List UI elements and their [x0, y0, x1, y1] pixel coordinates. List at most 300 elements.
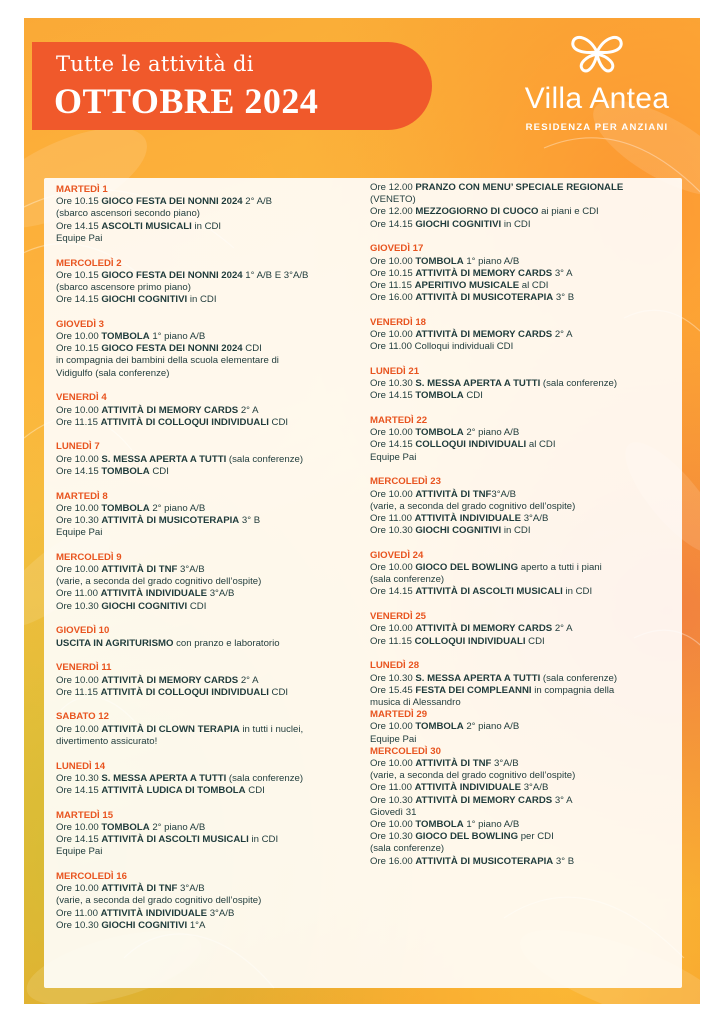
- activity-text: Ore 11.00 Colloqui individuali CDI: [370, 341, 514, 353]
- day-block: [56, 258, 356, 307]
- day-block: [370, 317, 675, 354]
- activity-line: [56, 355, 356, 367]
- activity-name: ATTIVITÀ DI MEMORY CARDS: [415, 329, 553, 341]
- activity-name: TOMBOLA: [415, 721, 464, 733]
- day-block: [56, 761, 356, 798]
- activity-detail: 3°A/B: [521, 512, 549, 524]
- activity-text: Ore 10.30: [56, 600, 102, 612]
- activity-text: Ore 10.30: [370, 525, 416, 537]
- activity-text: Ore 10.00: [370, 562, 416, 574]
- activity-name: GIOCHI COGNITIVI: [101, 294, 188, 306]
- activity-name: ATTIVITÀ INDIVIDUALE: [414, 512, 522, 524]
- activity-text: Equipe Pai: [56, 527, 103, 539]
- activity-detail: CDI: [268, 416, 289, 428]
- activity-text: (varie, a seconda del grado cognitivo dell’ospite): [370, 500, 576, 512]
- activity-detail: CDI: [187, 600, 207, 612]
- activity-detail: 3° B: [553, 855, 575, 867]
- activity-name: COLLOQUI INDIVIDUALI: [415, 439, 527, 451]
- activity-line: [370, 206, 675, 218]
- activity-line: [56, 601, 356, 613]
- activity-line: [56, 343, 356, 355]
- activity-detail: 2° piano A/B: [463, 721, 520, 733]
- activity-detail: 3°A/B: [491, 488, 517, 500]
- activity-name: ATTIVITÀ DI COLLOQUI INDIVIDUALI: [100, 416, 269, 428]
- activity-text: Ore 11.00: [56, 588, 101, 600]
- activity-name: ATTIVITÀ DI MEMORY CARDS: [415, 623, 553, 635]
- activity-detail: CDI: [463, 390, 483, 402]
- activity-line: [370, 673, 675, 685]
- activity-line: [370, 427, 675, 439]
- activity-line: [56, 221, 356, 233]
- activity-line: [56, 588, 356, 600]
- butterfly-icon: [567, 30, 627, 76]
- logo-subtitle: RESIDENZA PER ANZIANI: [525, 122, 669, 133]
- activity-name: ATTIVITÀ DI MUSICOTERAPIA: [415, 855, 554, 867]
- day-block: [56, 552, 356, 613]
- activity-text: Ore 11.15: [56, 416, 101, 428]
- activity-detail: 1° piano A/B: [463, 255, 520, 267]
- day-block: [370, 476, 675, 537]
- activity-detail: in CDI: [562, 586, 593, 598]
- activity-line: [370, 685, 675, 697]
- activity-detail: 2° A/B: [242, 196, 273, 208]
- activity-line: [370, 562, 675, 574]
- day-title: GIOVEDÌ 17: [370, 243, 424, 255]
- day-title: MERCOLEDÌ 23: [370, 476, 441, 488]
- activity-text: Ore 14.15: [370, 586, 416, 598]
- activity-text: Ore 10.30: [370, 794, 416, 806]
- day-block: [370, 611, 675, 648]
- activity-name: ATTIVITÀ INDIVIDUALE: [414, 782, 522, 794]
- title-banner: [32, 42, 432, 130]
- activity-name: GIOCO FESTA DEI NONNI 2024: [101, 269, 243, 281]
- activity-name: GIOCO FESTA DEI NONNI 2024: [101, 196, 243, 208]
- activity-name: GIOCO DEL BOWLING: [415, 831, 519, 843]
- activity-line: [56, 294, 356, 306]
- activity-detail: 3° A: [552, 794, 573, 806]
- activity-line: [56, 883, 356, 895]
- activity-name: ATTIVITÀ DI TNF: [415, 757, 492, 769]
- activity-text: Ore 10.00: [56, 331, 102, 343]
- activity-detail: ai piani e CDI: [538, 206, 599, 218]
- activity-line: [56, 675, 356, 687]
- activity-line: [56, 687, 356, 699]
- activity-name: ATTIVITÀ DI TNF: [415, 488, 492, 500]
- activity-line: [370, 329, 675, 341]
- activity-detail: 1°A: [187, 919, 206, 931]
- activity-name: GIOCHI COGNITIVI: [415, 218, 502, 230]
- activity-name: ATTIVITÀ DI CLOWN TERAPIA: [101, 723, 240, 735]
- activity-name: GIOCO FESTA DEI NONNI 2024: [101, 343, 243, 355]
- activity-line: [56, 895, 356, 907]
- activity-name: TOMBOLA: [415, 818, 464, 830]
- activity-name: S. MESSA APERTA A TUTTI: [101, 453, 227, 465]
- activity-detail: 3°A/B: [177, 564, 205, 576]
- day-block: [56, 392, 356, 429]
- activity-detail: 3° B: [553, 292, 575, 304]
- activity-text: Ore 14.15: [370, 390, 416, 402]
- activity-line: [370, 256, 675, 268]
- day-block: [370, 709, 675, 746]
- day-title: MARTEDÌ 22: [370, 415, 428, 427]
- activity-text: Ore 10.30: [370, 831, 416, 843]
- activity-name: GIOCHI COGNITIVI: [101, 919, 188, 931]
- activity-text: Ore 10.00: [56, 821, 102, 833]
- activity-detail: 1° A/B E 3°A/B: [242, 269, 309, 281]
- activity-text: Ore 10.00: [56, 674, 102, 686]
- activity-text: Equipe Pai: [56, 232, 103, 244]
- activity-detail: 2° piano A/B: [149, 821, 206, 833]
- title-line-2: OTTOBRE 2024: [54, 81, 319, 121]
- activity-detail: al CDI: [526, 439, 556, 451]
- activity-name: ATTIVITÀ DI MEMORY CARDS: [101, 674, 239, 686]
- activity-detail: (sala conferenze): [226, 772, 304, 784]
- day-title: GIOVEDÌ 3: [56, 318, 104, 330]
- activity-text: musica di Alessandro: [370, 696, 461, 708]
- activity-name: ATTIVITÀ LUDICA DI TOMBOLA: [101, 784, 246, 796]
- activity-text: divertimento assicurato!: [56, 735, 158, 747]
- day-title: MERCOLEDÌ 2: [56, 257, 122, 269]
- activity-line: [56, 724, 356, 736]
- activity-line: [370, 586, 675, 598]
- activity-line: [370, 782, 675, 794]
- day-title: LUNEDÌ 7: [56, 441, 100, 453]
- activity-line: [370, 219, 675, 231]
- day-title: LUNEDÌ 28: [370, 660, 420, 672]
- activity-name: TOMBOLA: [101, 821, 150, 833]
- activity-line: [370, 292, 675, 304]
- activity-name: ATTIVITÀ DI TNF: [101, 564, 178, 576]
- activity-text: (sbarco ascensore primo piano): [56, 281, 191, 293]
- activity-name: S. MESSA APERTA A TUTTI: [415, 672, 541, 684]
- activity-text: Ore 10.30: [56, 919, 102, 931]
- day-title: MERCOLEDÌ 16: [56, 870, 127, 882]
- day-title: SABATO 12: [56, 711, 109, 723]
- activity-line: [56, 638, 356, 650]
- activity-detail: CDI: [245, 784, 265, 796]
- activity-line: [370, 341, 675, 353]
- activity-name: TOMBOLA: [101, 502, 150, 514]
- title-line-1: Tutte le attività di: [56, 52, 254, 76]
- activity-text: Ore 10.00: [370, 757, 416, 769]
- activity-name: APERITIVO MUSICALE: [414, 279, 520, 291]
- activity-text: Ore 10.00: [370, 255, 416, 267]
- activity-text: Ore 10.30: [370, 378, 416, 390]
- activity-text: Equipe Pai: [56, 846, 103, 858]
- day-title: MERCOLEDÌ 9: [56, 551, 122, 563]
- activity-text: Ore 10.15: [56, 343, 102, 355]
- day-title: LUNEDÌ 14: [56, 760, 106, 772]
- activity-line: [370, 513, 675, 525]
- activity-name: ATTIVITÀ INDIVIDUALE: [100, 588, 208, 600]
- activity-text: (varie, a seconda del grado cognitivo dell’ospite): [56, 576, 262, 588]
- activity-detail: 2° piano A/B: [149, 502, 206, 514]
- activity-detail: 3°A/B: [207, 588, 235, 600]
- activity-detail: 2° A: [552, 623, 573, 635]
- activity-line: [56, 331, 356, 343]
- day-title: MARTEDÌ 15: [56, 809, 114, 821]
- day-block: [56, 625, 356, 649]
- activity-line: [56, 503, 356, 515]
- activity-line: [370, 378, 675, 390]
- activity-detail: 2° A: [552, 329, 573, 341]
- activity-line: [56, 846, 356, 858]
- activity-line: [370, 268, 675, 280]
- activity-detail: (sala conferenze): [540, 378, 618, 390]
- activity-line: [56, 773, 356, 785]
- activity-detail: con pranzo e laboratorio: [173, 637, 280, 649]
- activity-text: Ore 10.00: [56, 404, 102, 416]
- activity-text: (sala conferenze): [370, 843, 445, 855]
- activity-line: [56, 405, 356, 417]
- day-block: [370, 366, 675, 403]
- activity-name: TOMBOLA: [415, 427, 464, 439]
- activity-text: Ore 10.00: [56, 883, 102, 895]
- day-title: VENERDÌ 4: [56, 392, 107, 404]
- activity-name: S. MESSA APERTA A TUTTI: [101, 772, 227, 784]
- activity-line: [370, 734, 675, 746]
- day-title: VENERDÌ 11: [56, 662, 112, 674]
- activity-text: in compagnia dei bambini della scuola elementare di: [56, 355, 279, 367]
- activity-line: [370, 843, 675, 855]
- activity-name: ASCOLTI MUSICALI: [101, 220, 192, 232]
- activity-line: [56, 920, 356, 932]
- activity-detail: 3°A/B: [177, 883, 205, 895]
- day-title: LUNEDÌ 21: [370, 365, 420, 377]
- day-title: VENERDÌ 18: [370, 316, 426, 328]
- activity-text: Ore 10.00: [56, 564, 102, 576]
- activity-text: Ore 10.30: [370, 672, 416, 684]
- activity-name: ATTIVITÀ DI ASCOLTI MUSICALI: [415, 586, 563, 598]
- activity-name: ATTIVITÀ DI MUSICOTERAPIA: [101, 514, 240, 526]
- activity-name: ATTIVITÀ DI MUSICOTERAPIA: [415, 292, 554, 304]
- activity-line: [56, 736, 356, 748]
- activity-line: [370, 770, 675, 782]
- activity-line: [370, 856, 675, 868]
- activity-detail: al CDI: [519, 279, 549, 291]
- activity-name: GIOCO DEL BOWLING: [415, 562, 519, 574]
- schedule-panel: [44, 178, 682, 988]
- day-block: [56, 491, 356, 540]
- activity-detail: 3°A/B: [491, 757, 519, 769]
- activity-line: [56, 466, 356, 478]
- activity-name: TOMBOLA: [415, 390, 464, 402]
- activity-text: Ore 10.00: [56, 453, 102, 465]
- activity-line: [370, 807, 675, 819]
- day-block: [370, 660, 675, 709]
- activity-name: ATTIVITÀ INDIVIDUALE: [100, 907, 208, 919]
- activity-detail: 2° A: [238, 674, 259, 686]
- activity-line: [370, 795, 675, 807]
- activity-detail: CDI: [525, 635, 545, 647]
- activity-text: Ore 10.00: [56, 502, 102, 514]
- day-block: [56, 871, 356, 932]
- activity-detail: 2° A: [238, 404, 259, 416]
- activity-text: Ore 11.15: [370, 279, 415, 291]
- activity-detail: 3°A/B: [521, 782, 549, 794]
- activity-detail: 3°A/B: [207, 907, 235, 919]
- activity-name: ATTIVITÀ DI MEMORY CARDS: [415, 794, 553, 806]
- activity-detail: CDI: [149, 465, 169, 477]
- day-block: [370, 550, 675, 599]
- activity-name: TOMBOLA: [101, 331, 150, 343]
- activity-text: Ore 14.15: [56, 220, 102, 232]
- activity-name: ATTIVITÀ DI MEMORY CARDS: [101, 404, 239, 416]
- day-block: [370, 243, 675, 304]
- activity-detail: aperto a tutti i piani: [518, 562, 602, 574]
- activity-detail: per CDI: [518, 831, 554, 843]
- activity-text: Ore 10.30: [56, 772, 102, 784]
- activity-text: Ore 10.00: [370, 818, 416, 830]
- day-block: [370, 746, 675, 868]
- activity-line: [370, 452, 675, 464]
- activity-line: [56, 515, 356, 527]
- activity-line: [370, 636, 675, 648]
- activity-text: Ore 11.00: [56, 907, 101, 919]
- activity-name: FESTA DEI COMPLEANNI: [415, 684, 532, 696]
- activity-text: Ore 10.15: [370, 267, 416, 279]
- activity-text: Ore 10.00: [370, 329, 416, 341]
- activity-detail: 3° A: [552, 267, 573, 279]
- activity-text: Ore 12.00: [370, 182, 416, 193]
- activity-line: [56, 196, 356, 208]
- activity-line: [370, 439, 675, 451]
- logo: [512, 30, 682, 140]
- activity-line: [56, 270, 356, 282]
- activity-line: [370, 194, 675, 206]
- day-block: [56, 441, 356, 478]
- activity-detail: 1° piano A/B: [149, 331, 206, 343]
- poster: [24, 18, 700, 1004]
- activity-detail: in compagnia della: [531, 684, 615, 696]
- activity-name: ATTIVITÀ DI MEMORY CARDS: [415, 267, 553, 279]
- activity-line: [56, 576, 356, 588]
- activity-line: [56, 282, 356, 294]
- activity-line: [56, 527, 356, 539]
- activity-name: TOMBOLA: [101, 465, 150, 477]
- activity-name: ATTIVITÀ DI ASCOLTI MUSICALI: [101, 834, 249, 846]
- activity-name: MEZZOGIORNO DI CUOCO: [415, 206, 539, 218]
- activity-line: [56, 368, 356, 380]
- activity-text: Ore 12.00: [370, 206, 416, 218]
- day-block: [56, 711, 356, 748]
- activity-line: [370, 280, 675, 292]
- activity-text: Ore 10.30: [56, 514, 102, 526]
- day-title: MARTEDÌ 8: [56, 490, 108, 502]
- activity-detail: CDI: [268, 686, 289, 698]
- activity-detail: 1° piano A/B: [463, 818, 520, 830]
- activity-text: Ore 10.00: [56, 723, 102, 735]
- day-block: [56, 319, 356, 380]
- activity-text: Ore 10.00: [370, 721, 416, 733]
- day-block: [56, 662, 356, 699]
- activity-text: Ore 14.15: [56, 465, 102, 477]
- activity-detail: CDI: [242, 343, 262, 355]
- activity-text: Ore 14.15: [56, 784, 102, 796]
- activity-line: [370, 697, 675, 709]
- activity-line: [370, 758, 675, 770]
- activity-text: Vidigulfo (sala conferenze): [56, 367, 170, 379]
- activity-name: GIOCHI COGNITIVI: [415, 525, 502, 537]
- activity-name: PRANZO CON MENU’ SPECIALE REGIONALE: [415, 182, 624, 193]
- activity-line: [370, 623, 675, 635]
- activity-text: Ore 14.15: [370, 439, 416, 451]
- day-title: GIOVEDÌ 24: [370, 549, 424, 561]
- activity-text: Ore 10.00: [370, 488, 416, 500]
- activity-detail: (sala conferenze): [226, 453, 304, 465]
- activity-detail: in CDI: [191, 220, 222, 232]
- activity-line: [370, 501, 675, 513]
- day-title: GIOVEDÌ 10: [56, 625, 110, 637]
- activity-detail: in CDI: [187, 294, 217, 306]
- activity-text: Ore 11.00: [370, 782, 415, 794]
- activity-text: Ore 10.00: [370, 623, 416, 635]
- activity-line: [370, 574, 675, 586]
- day-block: [370, 182, 675, 231]
- activity-line: [56, 417, 356, 429]
- activity-name: TOMBOLA: [415, 255, 464, 267]
- activity-line: [370, 182, 675, 194]
- activity-name: COLLOQUI INDIVIDUALI: [414, 635, 526, 647]
- activity-detail: in CDI: [501, 218, 531, 230]
- activity-text: Giovedì 31: [370, 806, 417, 818]
- activity-line: [370, 721, 675, 733]
- activity-text: (sbarco ascensori secondo piano): [56, 208, 200, 220]
- day-block: [370, 415, 675, 464]
- activity-detail: 2° piano A/B: [463, 427, 520, 439]
- schedule-column-left: [56, 184, 356, 944]
- activity-text: Ore 14.15: [370, 218, 416, 230]
- activity-detail: in tutti i nuclei,: [239, 723, 304, 735]
- logo-name: Villa Antea: [524, 82, 670, 115]
- day-block: [56, 184, 356, 245]
- activity-text: Ore 10.15: [56, 269, 102, 281]
- day-title: VENERDÌ 25: [370, 611, 426, 623]
- activity-text: Ore 11.15: [370, 635, 415, 647]
- activity-line: [56, 564, 356, 576]
- activity-line: [56, 908, 356, 920]
- activity-line: [370, 819, 675, 831]
- activity-text: Ore 14.15: [56, 294, 102, 306]
- activity-name: GIOCHI COGNITIVI: [101, 600, 188, 612]
- activity-name: S. MESSA APERTA A TUTTI: [415, 378, 541, 390]
- activity-text: Ore 10.15: [56, 196, 102, 208]
- activity-text: Ore 11.00: [370, 512, 415, 524]
- activity-line: [370, 390, 675, 402]
- activity-text: (varie, a seconda del grado cognitivo dell’ospite): [370, 770, 576, 782]
- activity-text: (sala conferenze): [370, 574, 445, 586]
- activity-line: [56, 822, 356, 834]
- activity-detail: in CDI: [501, 525, 531, 537]
- activity-line: [370, 831, 675, 843]
- day-block: [56, 810, 356, 859]
- activity-detail: 3° B: [239, 514, 261, 526]
- activity-name: USCITA IN AGRITURISMO: [56, 637, 174, 649]
- activity-line: [56, 454, 356, 466]
- activity-name: ATTIVITÀ DI COLLOQUI INDIVIDUALI: [100, 686, 269, 698]
- activity-line: [370, 489, 675, 501]
- activity-text: Equipe Pai: [370, 451, 417, 463]
- day-title: MARTEDÌ 1: [56, 184, 108, 195]
- activity-detail: (sala conferenze): [540, 672, 618, 684]
- activity-text: Ore 15.45: [370, 684, 416, 696]
- day-title: MERCOLEDÌ 30: [370, 745, 441, 757]
- activity-text: Ore 10.00: [370, 427, 416, 439]
- activity-text: Ore 14.15: [56, 834, 102, 846]
- activity-text: (VENETO): [370, 194, 416, 206]
- schedule-column-right: [370, 182, 675, 868]
- activity-text: Ore 11.15: [56, 686, 101, 698]
